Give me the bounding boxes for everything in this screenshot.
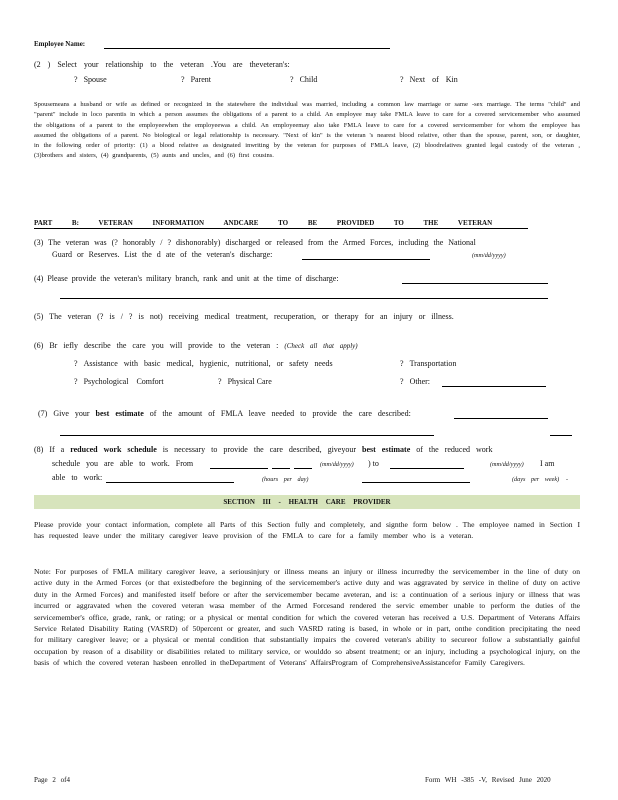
employee-name-field[interactable]: [104, 48, 390, 49]
checkbox-icon[interactable]: ?: [181, 75, 185, 84]
q8-to: ) to: [368, 459, 379, 468]
q2-option-child[interactable]: [290, 75, 317, 84]
q8-bold1: reduced work schedule: [70, 445, 157, 454]
other-care-field[interactable]: [442, 386, 546, 387]
from-date-hint: (mm/dd/yyyy): [320, 461, 354, 468]
q8-pre: (8) If a: [34, 445, 65, 454]
checkbox-icon[interactable]: ?: [74, 75, 78, 84]
q2-option-next-of-kin[interactable]: [400, 75, 458, 84]
checkbox-icon[interactable]: ?: [400, 377, 404, 386]
q2-option-parent[interactable]: [181, 75, 211, 84]
q4-text: (4) Please provide the veteran's military branch, rank and unit at the time of discharge:: [34, 274, 339, 283]
checkbox-icon[interactable]: ?: [74, 377, 78, 386]
q6-option-assistance[interactable]: [74, 359, 333, 368]
discharge-date-hint: (mm/dd/yyyy): [472, 252, 506, 259]
q2-option-label: Child: [299, 75, 318, 84]
q7-post: of the amount of FMLA leave needed to provide the care described:: [149, 409, 411, 418]
part-b-heading: PART B: VETERAN INFORMATION ANDCARE TO BE PROVIDED TO THE VETERAN: [34, 219, 493, 227]
section-iii-note: Note: For purposes of FMLA military caregiver leave, a seriousinjury or illness means an injury or illness incurredby the servicemember in the line of duty on active duty in the Armed Forces (or that existedbefore the beginning of the servicemember's active duty and was aggravated by service in theline of duty on active duty in the Armed Forces) and manifested itself before or after the servicemember became aveteran, and is: a continuation of a serious injury or illness that was incurred or aggravated when the covered veteran wasa member of the Armed Forcesand rendered the servic emember unable to perform the duties of the servicemember's office, grade, rank, or rating; or a physical or mental condition for which the covered veteran has received a U.S. Department of Veterans Affairs Service Related Disability Rating (VASRD) of 50percent or greater, and such VASRD rating is based, in whole or in part, onthe condition precipitating the need for military caregiver leave; or a physical or mental condition that substantially impairs the covered veteran's ability to secureor follow a substantially gainful occupation by reason of a disability or disabilities related to military service, or woulddo so absent treatment; or an injury, including a psychological injury, on the basis of which the covered veteran hasbeen enrolled in theDepartment of Veterans' AffairsProgram of ComprehensiveAssistancefor Family Caregivers.: [34, 567, 580, 668]
q8-line1: [34, 445, 492, 454]
q6-option-label: Psychological Comfort: [83, 377, 164, 386]
section-iii-banner: [34, 495, 580, 509]
q2-prompt: (2 ) Select your relationship to the veteran .You are theveteran's:: [34, 60, 290, 69]
checkbox-icon[interactable]: ?: [74, 359, 78, 368]
relationship-definition: Spousemeans a husband or wife as defined or recognized in the statewhere the individual was married, including a common law marriage or same -sex marriage. The terms "child" and "parent" include in loco parentis in which a person assumes the obligations of a parent to a child. An employee may take FMLA leave to care for a covered servicemember who assumed the obligations of a parent to the employeewhen the employeewas a child. An employeemay also take FMLA leave to care for a covered servicemember for whom the employee has assumed the obligations of a parent. No biological or legal relationship is necessary. "Next of kin" is the veteran 's nearest blood relative, other than the spouse, parent, son, or daughter, in the following order of priority: (1) a blood relative as designated inwriting by the veteran for purposes of FMLA leave, (2) bloodrelatives granted legal custody of the veteran , (3)brothers and sisters, (4) grandparents, (5) aunts and uncles, and (6) first cousins.: [34, 101, 580, 160]
q3-line2: Guard or Reserves. List the d ate of the veteran's discharge:: [52, 250, 273, 259]
q2-option-label: Parent: [190, 75, 211, 84]
q7-text: [38, 409, 411, 418]
q8-line2-end: I am: [540, 459, 555, 468]
reduced-from-date-field-2[interactable]: [272, 468, 290, 469]
part-b-underline: [34, 228, 528, 229]
days-hint: (days per week): [512, 476, 560, 483]
q6-option-label: Other:: [409, 377, 430, 386]
q6-option-label: Transportation: [409, 359, 457, 368]
employee-name-label: Employee Name:: [34, 40, 86, 48]
section-iii-intro: Please provide your contact information, complete all Parts of this Section fully and completely, and signthe form below . The employee named in Section I has requested leave under the military caregiver leave provision of the FMLA to care for a family member who is a veteran.: [34, 520, 580, 541]
q6-option-label: Assistance with basic medical, hygienic, nutritional, or safety needs: [83, 359, 333, 368]
to-date-hint: (mm/dd/yyyy): [490, 461, 524, 468]
q8-line2-a: schedule you are able to work. From: [52, 459, 194, 468]
leave-estimate-field-2[interactable]: [60, 435, 434, 436]
form-id: Form WH -385 -V, Revised June 2020: [425, 776, 551, 784]
section-iii-title: SECTION III - HEALTH CARE PROVIDER: [223, 498, 391, 506]
q6-option-other[interactable]: [400, 377, 430, 386]
q8-line3-a: able to work:: [52, 473, 103, 482]
reduced-from-date-field-3[interactable]: [294, 468, 312, 469]
q8-mid: is necessary to provide the care described, giveyour: [162, 445, 357, 454]
q2-option-label: Spouse: [83, 75, 107, 84]
checkbox-icon[interactable]: ?: [400, 75, 404, 84]
q6-hint: (Check all that apply): [284, 342, 358, 350]
q2-option-label: Next of Kin: [409, 75, 458, 84]
discharge-date-field[interactable]: [302, 259, 430, 260]
q2-option-spouse[interactable]: [74, 75, 107, 84]
hours-hint: (hours per day): [262, 476, 309, 483]
q8-post: of the reduced work: [416, 445, 493, 454]
checkbox-icon[interactable]: ?: [218, 377, 222, 386]
q6-option-psychological[interactable]: [74, 377, 164, 386]
q6-option-label: Physical Care: [227, 377, 272, 386]
checkbox-icon[interactable]: ?: [400, 359, 404, 368]
q6-prompt: [34, 341, 358, 350]
page-number: Page 2 of4: [34, 776, 70, 784]
q5-text: (5) The veteran (? is / ? is not) receiving medical treatment, recuperation, or therapy for an injury or illness.: [34, 312, 454, 321]
military-branch-field-1[interactable]: [402, 283, 548, 284]
q7-bold: best estimate: [95, 409, 144, 418]
q8-period: .: [566, 473, 568, 482]
military-branch-field-2[interactable]: [60, 298, 548, 299]
q7-pre: (7) Give your: [38, 409, 90, 418]
q6-option-transportation[interactable]: [400, 359, 456, 368]
leave-estimate-field-1[interactable]: [454, 418, 548, 419]
checkbox-icon[interactable]: ?: [290, 75, 294, 84]
q3-line1: (3) The veteran was (? honorably / ? dishonorably) discharged or released from the Armed Forces, including the National: [34, 238, 476, 247]
leave-estimate-field-3[interactable]: [550, 435, 572, 436]
reduced-from-date-field[interactable]: [210, 468, 268, 469]
q8-bold2: best estimate: [362, 445, 411, 454]
q6-option-physical-care[interactable]: [218, 377, 272, 386]
days-per-week-field[interactable]: [362, 482, 470, 483]
q6-prompt-text: (6) Br iefly describe the care you will provide to the veteran :: [34, 341, 279, 350]
hours-per-day-field[interactable]: [106, 482, 234, 483]
reduced-to-date-field[interactable]: [390, 468, 464, 469]
